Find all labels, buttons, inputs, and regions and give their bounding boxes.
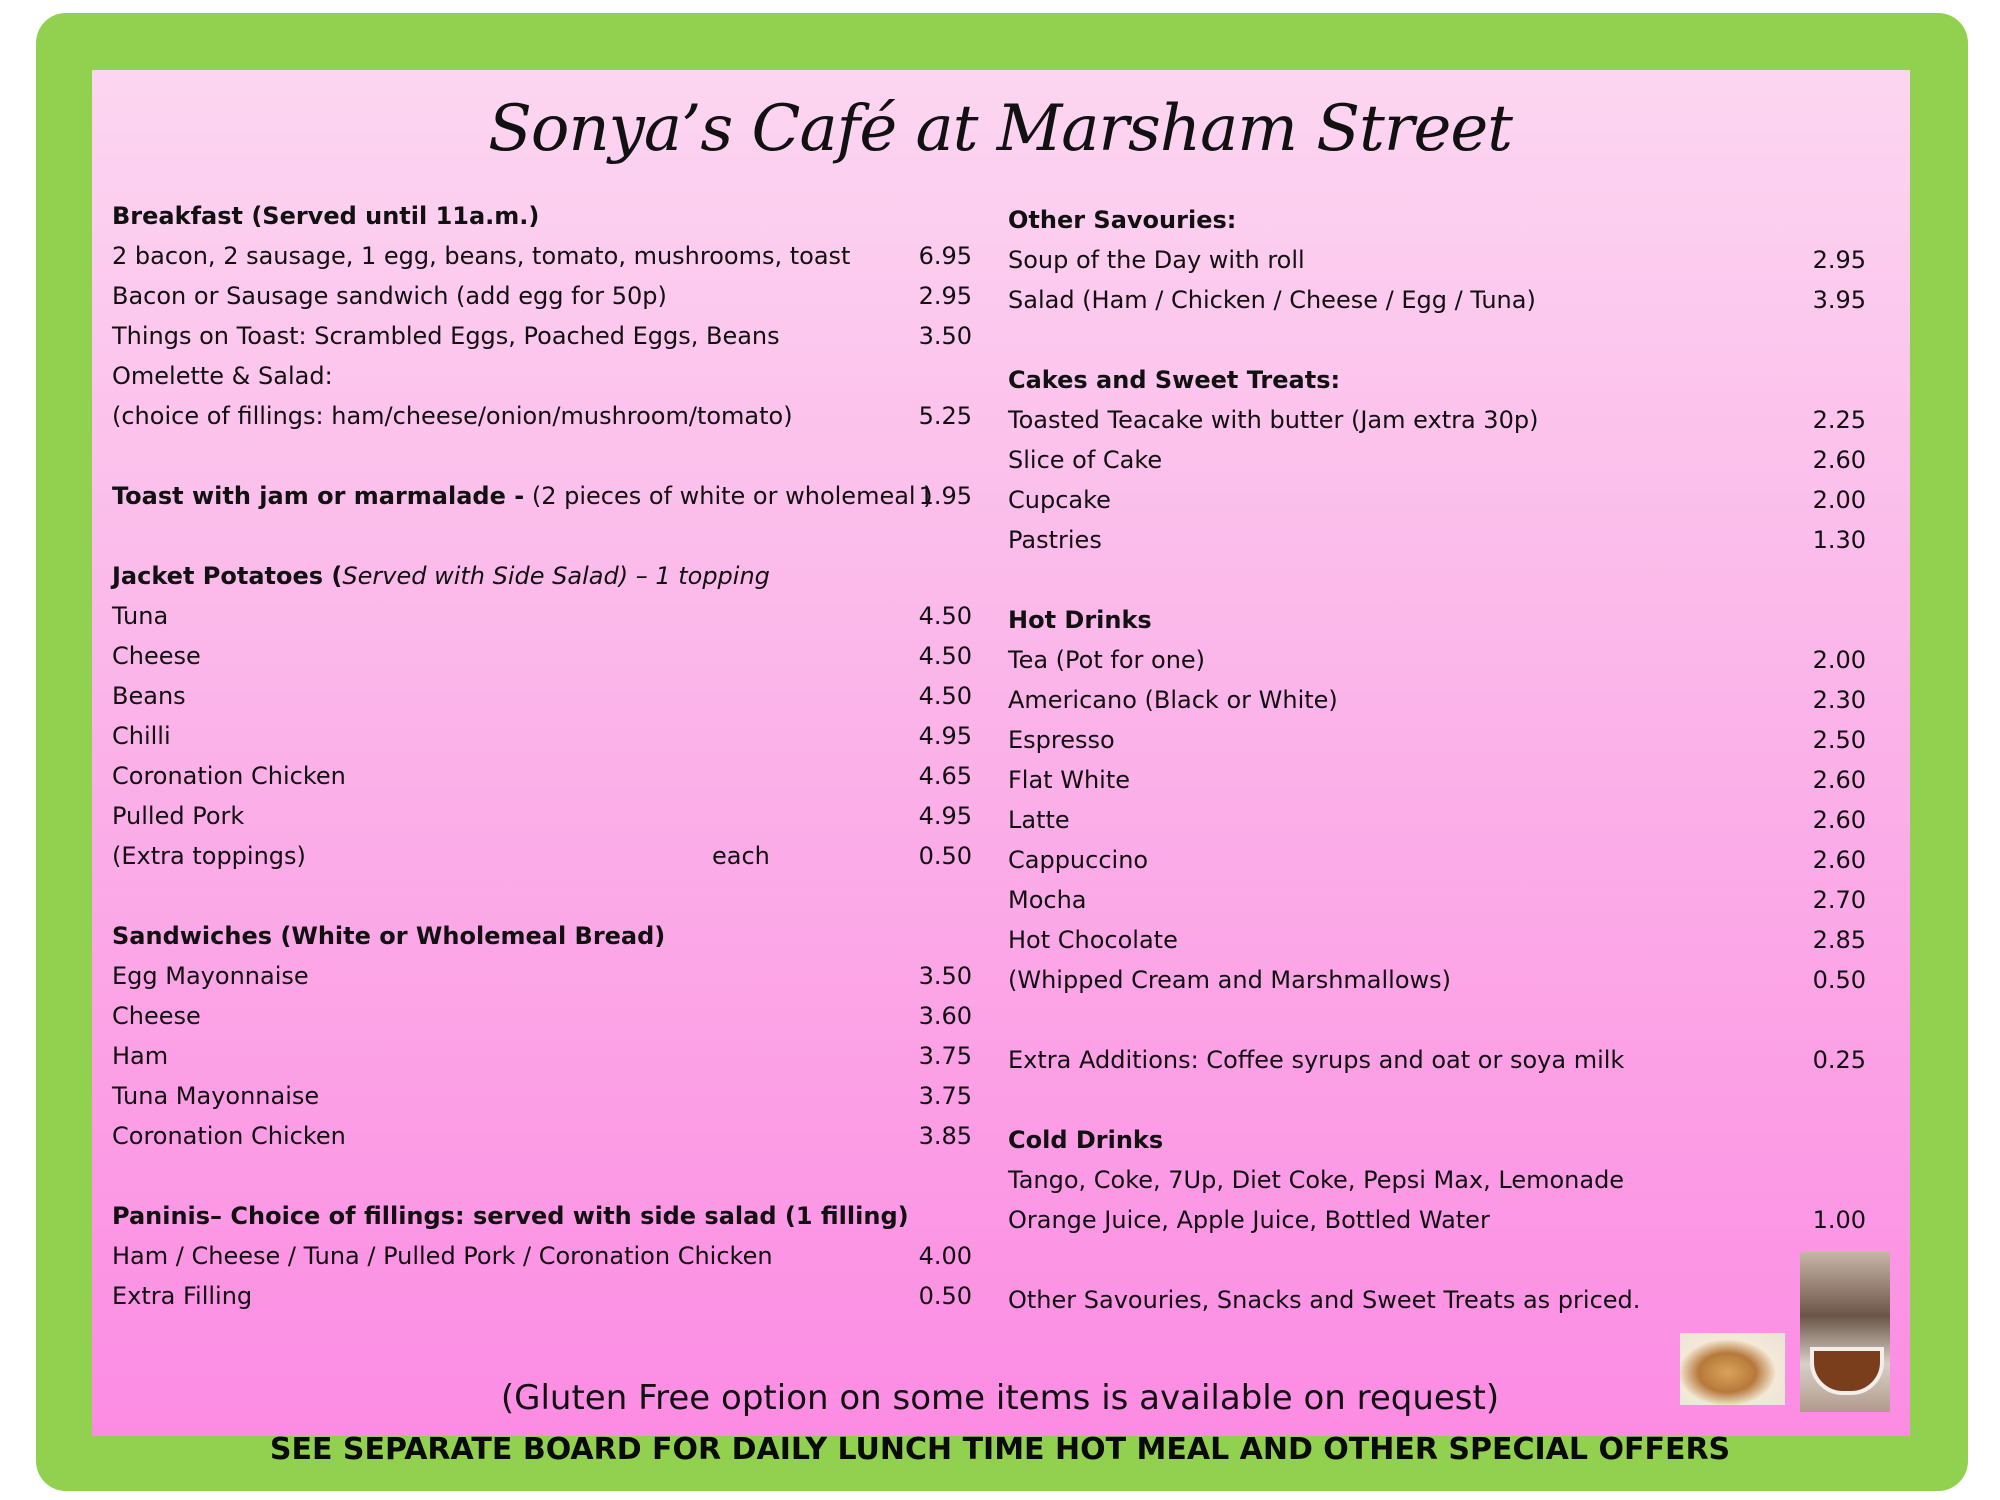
jacket-heading: Jacket Potatoes (Served with Side Salad) – 1 topping	[112, 562, 770, 590]
menu-item: Ham 3.75	[112, 1042, 972, 1070]
menu-item: (choice of fillings: ham/cheese/onion/mushroom/tomato) 5.25	[112, 402, 972, 430]
menu-item: Soup of the Day with roll 2.95	[1008, 246, 1866, 274]
savouries-heading: Other Savouries:	[1008, 206, 1237, 234]
menu-item: 2 bacon, 2 sausage, 1 egg, beans, tomato, mushrooms, toast 6.95	[112, 242, 972, 270]
paninis-heading: Paninis– Choice of fillings: served with side salad (1 filling)	[112, 1202, 909, 1230]
menu-item: (Whipped Cream and Marshmallows) 0.50	[1008, 966, 1866, 994]
menu-item: Hot Chocolate 2.85	[1008, 926, 1866, 954]
menu-item: Orange Juice, Apple Juice, Bottled Water 1.00	[1008, 1206, 1866, 1234]
cafe-title: Sonya’s Café at Marsham Street	[488, 92, 1512, 166]
menu-item: Latte 2.60	[1008, 806, 1866, 834]
menu-item: Cheese 4.50	[112, 642, 972, 670]
menu-item: Slice of Cake 2.60	[1008, 446, 1866, 474]
menu-item: Espresso 2.50	[1008, 726, 1866, 754]
menu-item: Tea (Pot for one) 2.00	[1008, 646, 1866, 674]
breakfast-heading: Breakfast (Served until 11a.m.)	[112, 202, 540, 230]
extra-additions-item: Extra Additions: Coffee syrups and oat or soya milk 0.25	[1008, 1046, 1866, 1074]
other-note: Other Savouries, Snacks and Sweet Treats as priced.	[1008, 1286, 1641, 1314]
menu-item: Mocha 2.70	[1008, 886, 1866, 914]
menu-item: Omelette & Salad:	[112, 362, 333, 390]
cold-drinks-heading: Cold Drinks	[1008, 1126, 1164, 1154]
menu-item: Cappuccino 2.60	[1008, 846, 1866, 874]
menu-item: Pastries 1.30	[1008, 526, 1866, 554]
menu-item: Flat White 2.60	[1008, 766, 1866, 794]
menu-item: Ham / Cheese / Tuna / Pulled Pork / Coronation Chicken 4.00	[112, 1242, 972, 1270]
hot-drinks-heading: Hot Drinks	[1008, 606, 1152, 634]
menu-item: Egg Mayonnaise 3.50	[112, 962, 972, 990]
menu-item: Americano (Black or White) 2.30	[1008, 686, 1866, 714]
menu-item: Toasted Teacake with butter (Jam extra 30p) 2.25	[1008, 406, 1866, 434]
menu-item: Tuna Mayonnaise 3.75	[112, 1082, 972, 1110]
menu-item: Cheese 3.60	[112, 1002, 972, 1030]
extra-toppings-item: (Extra toppings) each 0.50	[112, 842, 972, 870]
menu-item: Extra Filling 0.50	[112, 1282, 972, 1310]
menu-item: Things on Toast: Scrambled Eggs, Poached Eggs, Beans 3.50	[112, 322, 972, 350]
toast-item: Toast with jam or marmalade - (2 pieces of white or wholemeal ) 1.95	[112, 482, 972, 510]
menu-item: Chilli 4.95	[112, 722, 972, 750]
menu-item: Cupcake 2.00	[1008, 486, 1866, 514]
menu-item: Pulled Pork 4.95	[112, 802, 972, 830]
gluten-free-note: (Gluten Free option on some items is available on request)	[500, 1378, 1500, 1418]
cakes-heading: Cakes and Sweet Treats:	[1008, 366, 1341, 394]
special-offers-note: SEE SEPARATE BOARD FOR DAILY LUNCH TIME HOT MEAL AND OTHER SPECIAL OFFERS	[269, 1432, 1731, 1467]
menu-item: Bacon or Sausage sandwich (add egg for 50p) 2.95	[112, 282, 972, 310]
sandwiches-heading: Sandwiches (White or Wholemeal Bread)	[112, 922, 666, 950]
menu-item: Salad (Ham / Chicken / Cheese / Egg / Tuna) 3.95	[1008, 286, 1866, 314]
menu-item: Tango, Coke, 7Up, Diet Coke, Pepsi Max, Lemonade	[1008, 1166, 1625, 1194]
menu-item: Coronation Chicken 4.65	[112, 762, 972, 790]
menu-item: Tuna 4.50	[112, 602, 972, 630]
menu-item: Coronation Chicken 3.85	[112, 1122, 972, 1150]
menu-item: Beans 4.50	[112, 682, 972, 710]
